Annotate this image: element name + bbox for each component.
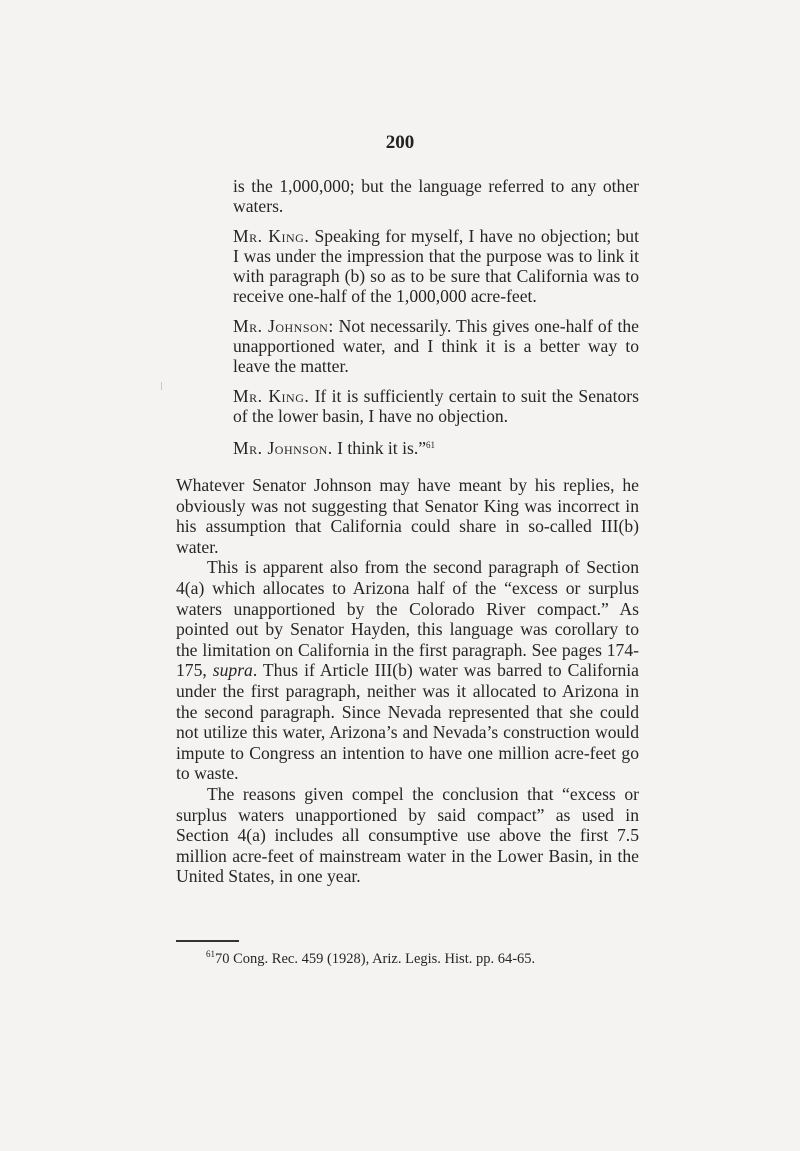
block-quote <box>233 176 639 468</box>
body-paragraph <box>176 557 639 784</box>
footnote <box>206 945 639 968</box>
body-paragraph: Whatever Senator Johnson may have meant by his replies, he obviously was not suggesting that Senator King was incorrect in his assumption that California could share in so-called III(b) water. <box>176 475 639 557</box>
quote-paragraph <box>233 386 639 427</box>
speaker-name: Mr. King. <box>233 225 310 246</box>
footnote-number: 61 <box>206 949 215 959</box>
footnote-text: 70 Cong. Rec. 459 (1928), Ariz. Legis. Hist. pp. 64-65. <box>215 951 536 967</box>
speech-text: Not necessarily. This gives one-half of the unapportioned water, and I think it is a better way to leave the matter. <box>233 315 639 377</box>
page-number: 200 <box>385 132 415 153</box>
quote-paragraph: is the 1,000,000; but the language referred to any other waters. <box>233 176 639 217</box>
footnote-reference: 61 <box>426 440 436 451</box>
speaker-name: Mr. Johnson: <box>233 315 334 336</box>
quote-paragraph <box>233 226 639 307</box>
scan-mark <box>161 382 162 390</box>
body-text <box>176 475 639 887</box>
speech-text: Speaking for myself, I have no objection; but I was under the impression that the purpose was to link it with paragraph (b) so as to be sure that California was to receive one-half of the 1,000,000 acre-feet. <box>233 225 639 307</box>
body-text-run: This is apparent also from the second paragraph of Section 4(a) which allocates to Arizona half of the “excess or surplus waters unapportioned by the Colorado River compact.” As pointed out by Senator Hayden, this language was corollary to the limitation on California in the first paragraph. See pages 174-175, <box>176 557 639 681</box>
quote-paragraph <box>233 316 639 377</box>
quote-paragraph <box>233 435 639 458</box>
speaker-name: Mr. Johnson. <box>233 438 333 459</box>
footnote-divider <box>176 940 239 942</box>
speech-text: I think it is.” <box>332 438 427 459</box>
body-text-run: . Thus if Article III(b) water was barred to California under the first paragraph, neither was it allocated to Arizona in the second paragraph. Since Nevada represented that she could not utilize this water, Arizona’s and Nevada’s construction would impute to Congress an intention to have one million acre-feet go to waste. <box>176 660 639 784</box>
speech-text: If it is sufficiently certain to suit the Senators of the lower basin, I have no objection. <box>233 385 639 426</box>
italic-citation: supra <box>212 660 253 681</box>
speaker-name: Mr. King. <box>233 385 310 406</box>
body-paragraph: The reasons given compel the conclusion that “excess or surplus waters unapportioned by said compact” as used in Section 4(a) includes all consumptive use above the first 7.5 million acre-feet of mainstream water in the Lower Basin, in the United States, in one year. <box>176 783 639 887</box>
